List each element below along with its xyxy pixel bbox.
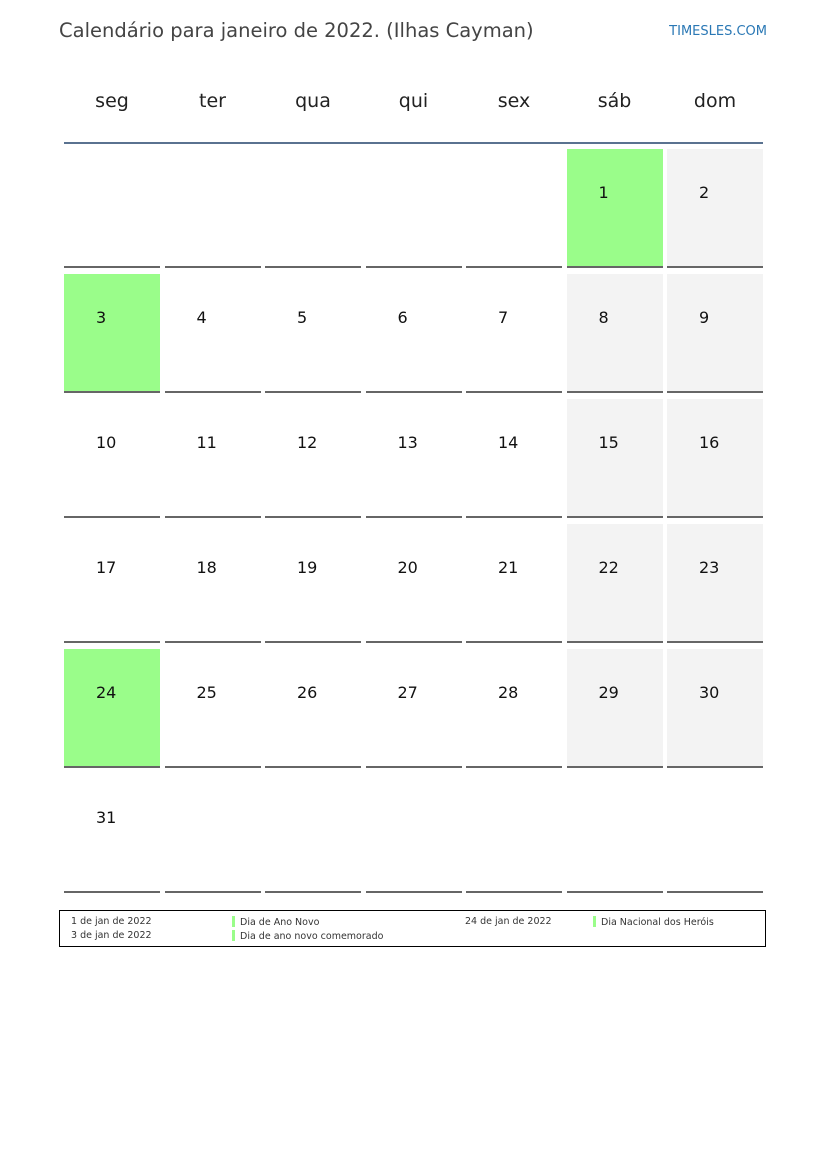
legend-holiday-name: Dia de ano novo comemorado [240,931,384,942]
day-cell[interactable] [366,399,462,518]
day-number: 2 [699,183,710,202]
holiday-color-swatch [232,930,235,941]
day-number: 29 [598,683,619,702]
day-number: 19 [297,558,318,577]
empty-day-cell [265,149,361,268]
day-number: 22 [598,558,619,577]
empty-day-cell [466,774,562,893]
day-cell[interactable] [466,649,562,768]
day-cell[interactable] [567,524,663,643]
empty-day-cell [466,149,562,268]
day-cell[interactable] [64,399,160,518]
day-cell[interactable] [466,399,562,518]
day-number: 21 [498,558,519,577]
day-number: 8 [598,308,609,327]
day-cell[interactable] [64,274,160,393]
legend-date: 3 de jan de 2022 [71,930,152,941]
day-number: 5 [297,308,308,327]
day-number: 6 [397,308,408,327]
weekday-header-row [64,90,763,120]
day-number: 23 [699,558,720,577]
day-cell[interactable] [64,774,160,893]
legend-holiday-name: Dia Nacional dos Heróis [601,917,714,928]
legend-holiday-name: Dia de Ano Novo [240,917,320,928]
day-number: 24 [96,683,117,702]
day-cell[interactable] [667,649,763,768]
day-number: 14 [498,433,519,452]
header-divider [64,142,763,144]
day-cell[interactable] [667,524,763,643]
day-number: 31 [96,808,117,827]
holiday-color-swatch [232,916,235,927]
weekday-label: qua [295,90,331,112]
day-number: 20 [397,558,418,577]
weekday-label: seg [95,90,129,112]
weekday-label: sáb [597,90,632,112]
legend-holiday [593,916,714,928]
day-number: 11 [196,433,217,452]
day-cell[interactable] [165,524,261,643]
day-cell[interactable] [366,649,462,768]
day-cell[interactable] [567,274,663,393]
day-number: 25 [196,683,217,702]
day-cell[interactable] [165,274,261,393]
day-number: 15 [598,433,619,452]
empty-day-cell [667,774,763,893]
empty-day-cell [366,774,462,893]
legend-holiday [232,916,319,928]
empty-day-cell [265,774,361,893]
day-number: 30 [699,683,720,702]
weekday-label: ter [199,90,226,112]
legend-date: 1 de jan de 2022 [71,916,152,927]
day-number: 28 [498,683,519,702]
empty-day-cell [64,149,160,268]
day-cell[interactable] [667,274,763,393]
holiday-legend [59,910,766,947]
day-number: 3 [96,308,107,327]
day-cell[interactable] [165,649,261,768]
day-cell[interactable] [64,524,160,643]
day-number: 17 [96,558,117,577]
brand-link[interactable]: TIMESLES.COM [669,24,767,39]
day-number: 12 [297,433,318,452]
day-cell[interactable] [466,274,562,393]
day-number: 4 [196,308,207,327]
empty-day-cell [567,774,663,893]
legend-holiday [232,930,383,942]
day-cell[interactable] [466,524,562,643]
empty-day-cell [165,149,261,268]
day-cell[interactable] [265,649,361,768]
day-number: 16 [699,433,720,452]
day-cell[interactable] [567,399,663,518]
day-number: 27 [397,683,418,702]
page-title: Calendário para janeiro de 2022. (Ilhas Cayman) [59,19,534,42]
day-number: 13 [397,433,418,452]
weekday-label: qui [398,90,429,112]
day-number: 7 [498,308,509,327]
day-number: 18 [196,558,217,577]
empty-day-cell [366,149,462,268]
day-cell[interactable] [265,399,361,518]
legend-date: 24 de jan de 2022 [465,916,552,927]
empty-day-cell [165,774,261,893]
holiday-color-swatch [593,916,596,927]
weekday-label: sex [497,90,531,112]
day-cell[interactable] [366,524,462,643]
day-number: 10 [96,433,117,452]
day-number: 1 [598,183,609,202]
weekday-label: dom [693,90,737,112]
day-cell[interactable] [265,524,361,643]
day-cell[interactable] [567,149,663,268]
day-cell[interactable] [64,649,160,768]
day-cell[interactable] [667,149,763,268]
day-cell[interactable] [366,274,462,393]
day-number: 9 [699,308,710,327]
day-cell[interactable] [667,399,763,518]
day-cell[interactable] [567,649,663,768]
day-cell[interactable] [265,274,361,393]
day-number: 26 [297,683,318,702]
day-cell[interactable] [165,399,261,518]
